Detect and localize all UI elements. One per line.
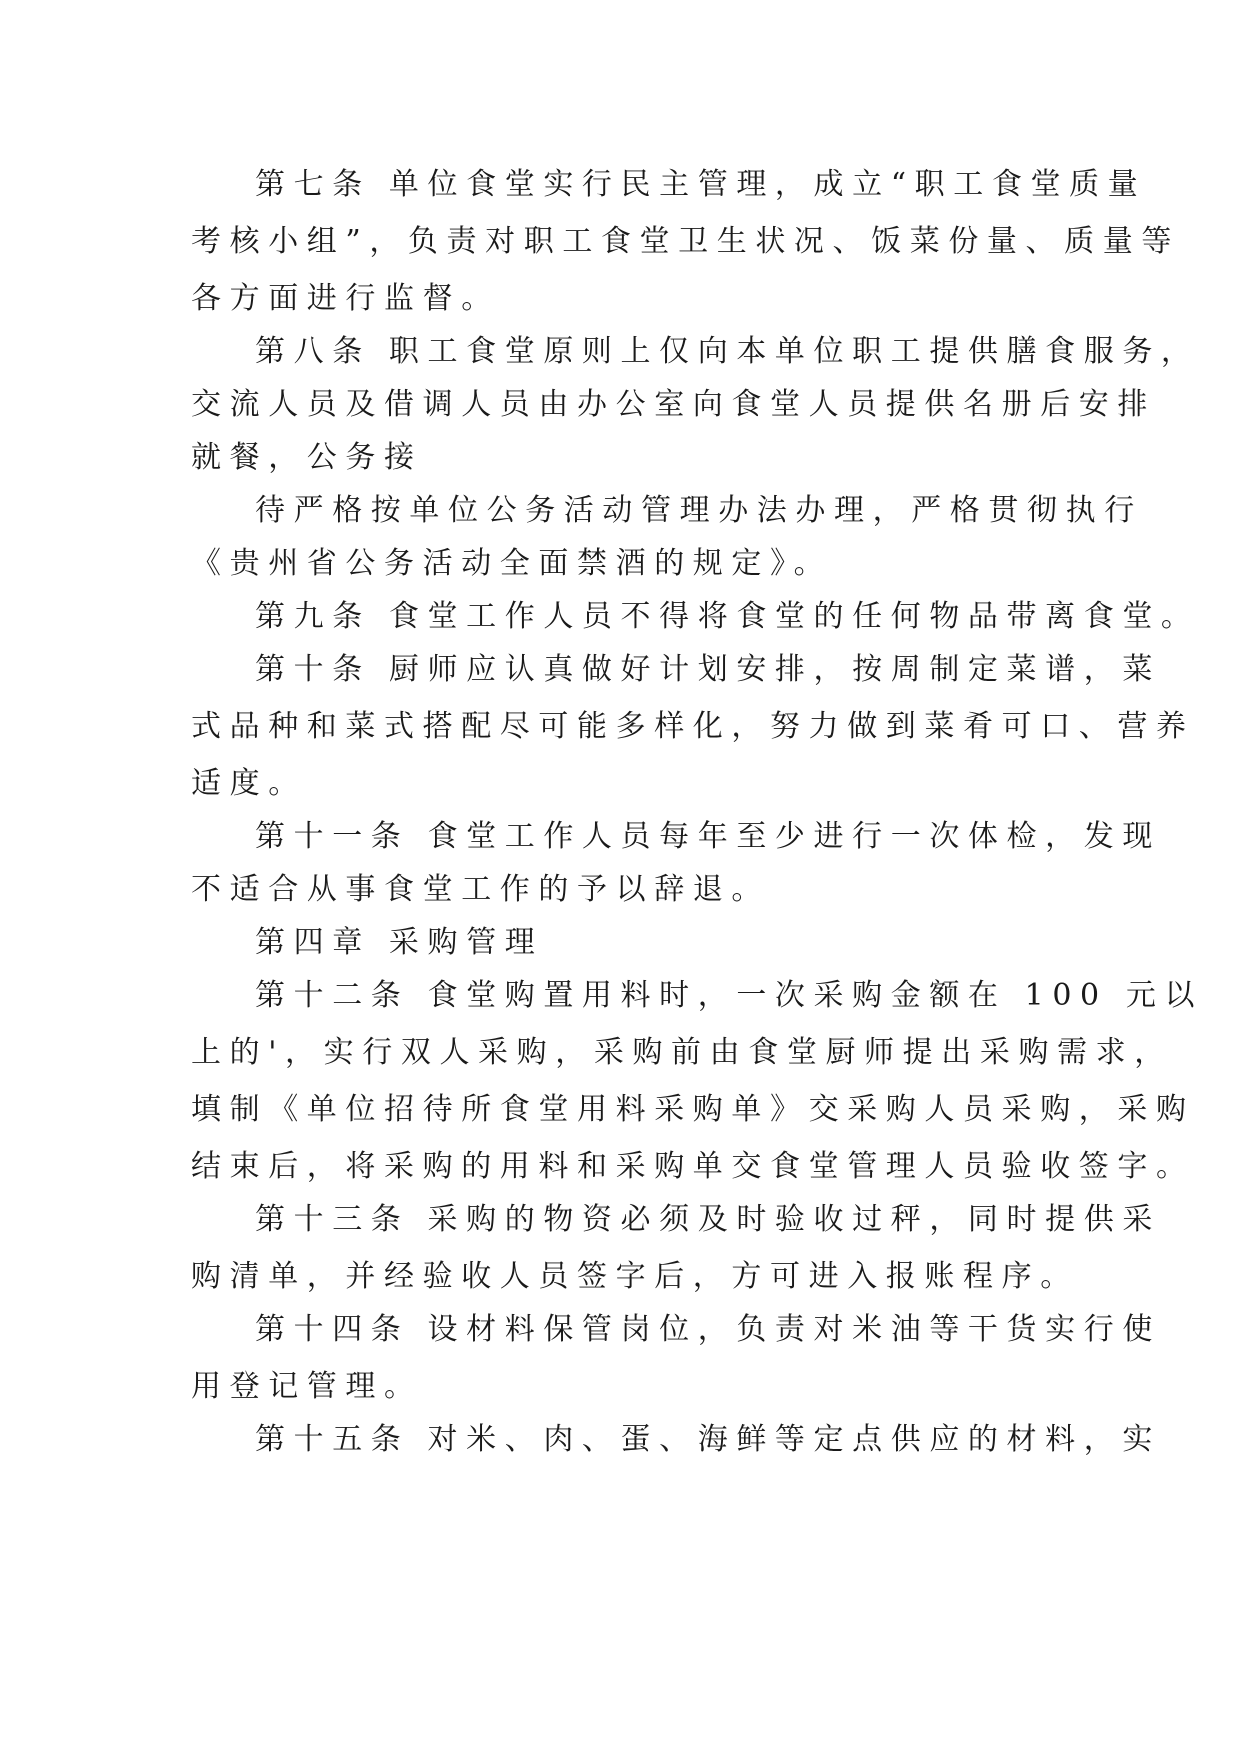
paragraph-line: 第十三条 采购的物资必须及时验收过秤，同时提供采 xyxy=(255,1202,1161,1237)
paragraph-line: 结束后，将采购的用料和采购单交食堂管理人员验收签字。 xyxy=(191,1149,1195,1184)
paragraph-line: 第十一条 食堂工作人员每年至少进行一次体检，发现 xyxy=(255,819,1161,854)
paragraph-line: 不适合从事食堂工作的予以辞退。 xyxy=(191,872,770,907)
paragraph-line: 考核小组”，负责对职工食堂卫生状况、饭菜份量、质量等 xyxy=(191,224,1180,259)
paragraph-line: 《贵州省公务活动全面禁酒的规定》。 xyxy=(191,546,833,581)
paragraph-line: 第七条 单位食堂实行民主管理，成立“职工食堂质量 xyxy=(255,167,1147,202)
paragraph-line: 第十条 厨师应认真做好计划安排，按周制定菜谱，菜 xyxy=(255,652,1161,687)
paragraph-line: 交流人员及借调人员由办公室向食堂人员提供名册后安排 xyxy=(191,387,1156,422)
paragraph-line: 第八条 职工食堂原则上仅向本单位职工提供膳食服务， xyxy=(255,334,1200,369)
paragraph-line: 上的'，实行双人采购，采购前由食堂厨师提出采购需求， xyxy=(191,1035,1173,1070)
paragraph-line: 第九条 食堂工作人员不得将食堂的任何物品带离食堂。 xyxy=(255,599,1200,634)
paragraph-line: 第十四条 设材料保管岗位，负责对米油等干货实行使 xyxy=(255,1312,1161,1347)
paragraph-line: 适度。 xyxy=(191,766,307,801)
paragraph-line: 各方面进行监督。 xyxy=(191,281,500,316)
paragraph-line: 用登记管理。 xyxy=(191,1369,423,1404)
paragraph-line: 就餐，公务接 xyxy=(191,440,423,475)
paragraph-line: 待严格按单位公务活动管理办法办理，严格贯彻执行 xyxy=(255,493,1143,528)
paragraph-line: 第十五条 对米、肉、蛋、海鲜等定点供应的材料，实 xyxy=(255,1422,1161,1457)
paragraph-line: 填制《单位招待所食堂用料采购单》交采购人员采购，采购 xyxy=(191,1092,1195,1127)
paragraph-line: 购清单，并经验收人员签字后，方可进入报账程序。 xyxy=(191,1259,1079,1294)
paragraph-line: 第十二条 食堂购置用料时，一次采购金额在 100 元以 xyxy=(255,978,1204,1013)
paragraph-line: 式品种和菜式搭配尽可能多样化，努力做到菜肴可口、营养 xyxy=(191,709,1195,744)
chapter-heading: 第四章 采购管理 xyxy=(255,925,544,960)
